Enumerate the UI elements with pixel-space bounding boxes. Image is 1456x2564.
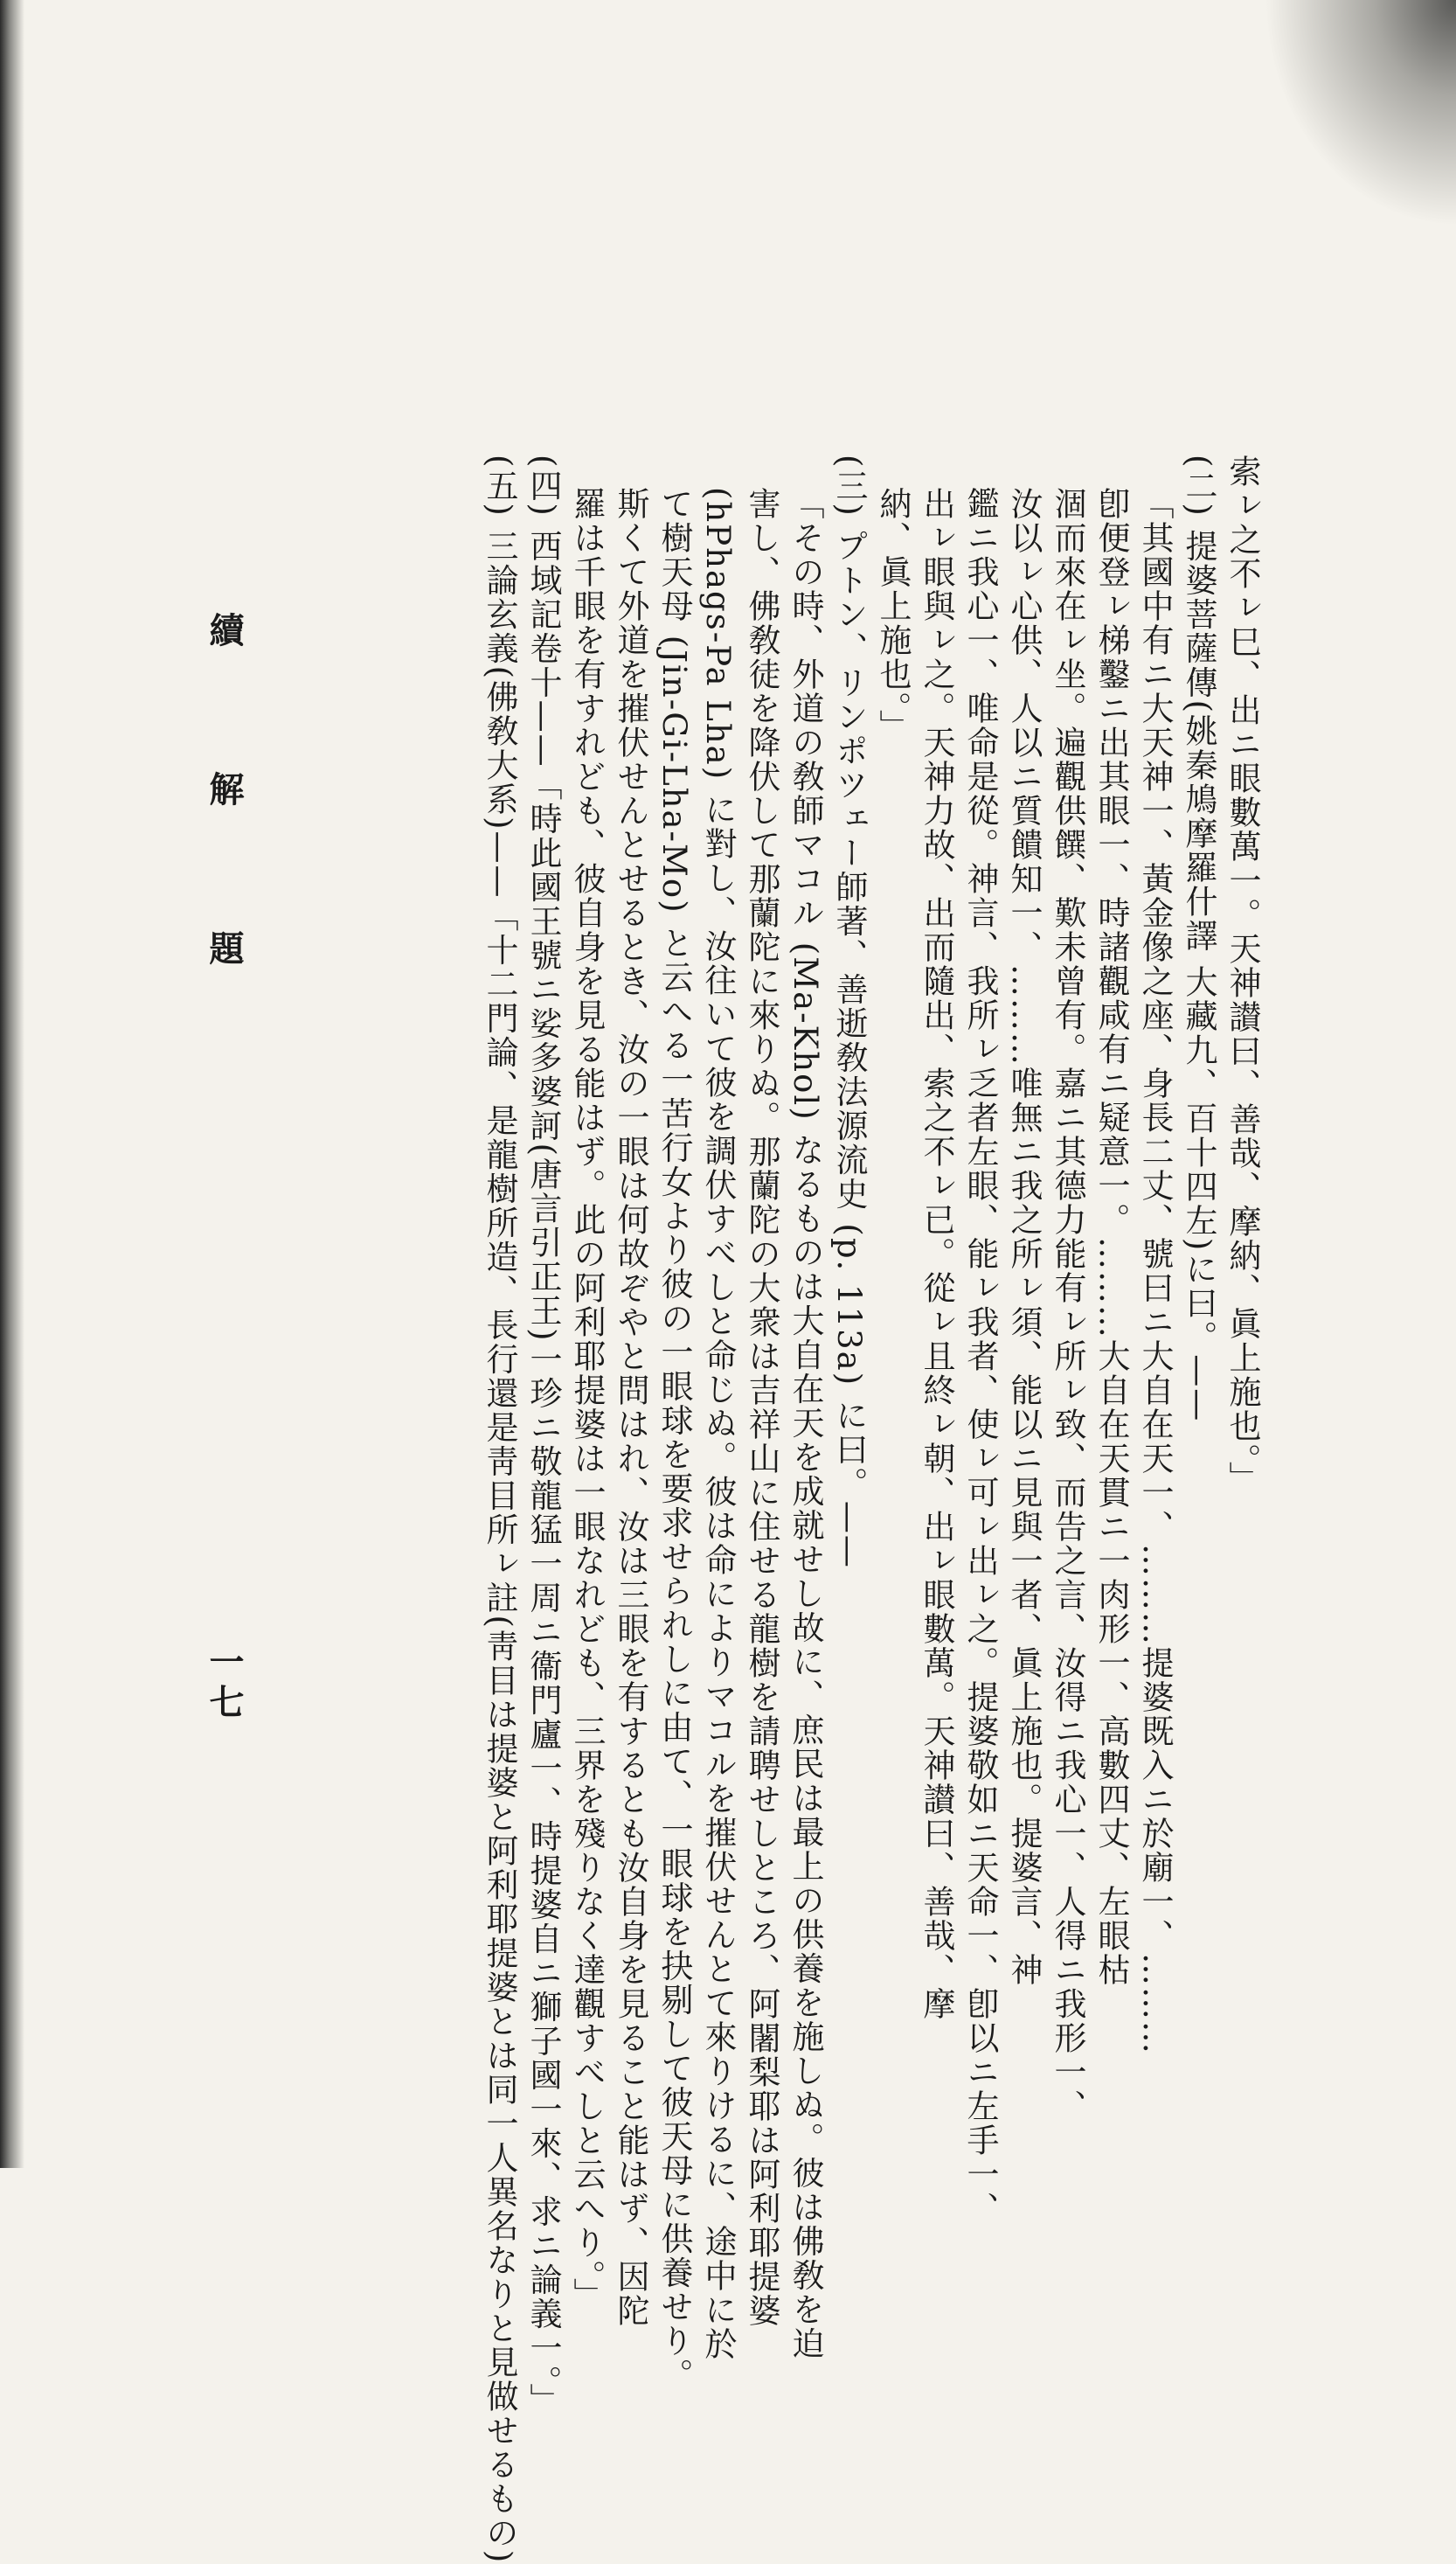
text-line: 「其國中有ニ大天神一、黃金像之座、身長二丈、號曰ニ大自在天一、………提婆既入ニ於廟一、………	[1136, 487, 1174, 2055]
text-line: 害し、佛敎徒を降伏して那蘭陀に來りぬ。那蘭陀の大衆は吉祥山に住せる龍樹を請聘せしところ、阿闍梨耶は阿利耶提婆	[743, 487, 780, 2328]
running-head: 續 解 題	[204, 612, 245, 1021]
text-line: (hPhags-Pa Lha) に對し、汝往いて彼を調伏すべしと命じぬ。彼は命によりマコルを摧伏せんとて來りけるに、途中に於	[699, 487, 737, 2361]
scan-corner-shadow	[1264, 0, 1456, 227]
text-line: 汝以ㇾ心供、人以ニ質饋知一、………唯無ニ我之所ㇾ須、能以ニ見與一者、眞上施也。提婆言、神	[1005, 487, 1043, 1987]
page-number: 一七	[204, 1643, 245, 1724]
text-line: 納、眞上施也。」	[874, 487, 912, 744]
text-line: 出ㇾ眼與ㇾ之。天神力故、出而隨出、索之不ㇾ已。從ㇾ且終ㇾ朝、出ㇾ眼數萬。天神讃曰、善哉、摩	[918, 487, 955, 2021]
text-line: 斯くて外道を摧伏せんとせるとき、汝の一眼は何故ぞやと問はれ、汝は三眼を有するとも汝自身を見ること能はず、因陀	[612, 487, 649, 2328]
text-line: 羅は千眼を有すれども、彼自身を見る能はず。此の阿利耶提婆は一眼なれども、三界を殘りなく達觀すべしと云へり。」	[568, 487, 606, 2312]
text-line: 卽便登ㇾ梯鑿ニ出其眼一、時諸觀咸有ニ疑意一。………大自在天貫ニ一肉形一、高數四丈、左眼枯	[1092, 487, 1130, 1987]
text-line: て樹天母 (Jin-Gi-Lha-Mo) と云へる一苦行女より彼の一眼球を要求せられしに由て、一眼球を抉剔して彼天母に供養せり。	[655, 487, 693, 2393]
section-heading-5: (五) 三論玄義(佛敎大系)——「十二門論、是龍樹所造、長行還是靑目所ㇾ註(靑目は提婆と阿利耶提婆とは同一人異名なりと見做せるもの)	[481, 455, 518, 2564]
text-line: 鑑ニ我心一、唯命是從。神言、我所ㇾ乏者左眼、能ㇾ我者、使ㇾ可ㇾ出ㇾ之。提婆敬如ニ天命一、卽以ニ左手一、	[961, 487, 999, 2226]
text-line: 「その時、外道の敎師マコル (Ma-Khol) なるものは大自在天を成就せし故に、庶民は最上の供養を施しぬ。彼は佛敎を迫	[787, 487, 824, 2361]
section-heading-2: (二) 提婆菩薩傳(姚秦鳩摩羅什譯 大藏九、百十四左)に曰。——	[1180, 455, 1217, 1423]
body-text	[477, 455, 1264, 2564]
text-line: 涸而來在ㇾ坐。遍觀供饌、歎未曾有。嘉ニ其德力能有ㇾ所ㇾ致、而告之言、汝得ニ我心一、人得ニ我形一、	[1049, 487, 1086, 2123]
section-heading-4: (四) 西域記卷十——「時此國王號ニ娑多婆訶(唐言引正王)一珍ニ敬龍猛一周ニ衞門廬一、時提婆自ニ獅子國一來、求ニ論義一。」	[524, 455, 562, 2418]
section-heading-3: (三) プトン、リンポツェー師著、善逝敎法源流史 (p. 113a) に曰。——	[830, 455, 868, 1569]
binding-shadow	[0, 0, 24, 2168]
text-line: 索ㇾ之不ㇾ巳、出ニ眼數萬一。天神讃曰、善哉、摩納、眞上施也。」	[1224, 455, 1261, 1496]
